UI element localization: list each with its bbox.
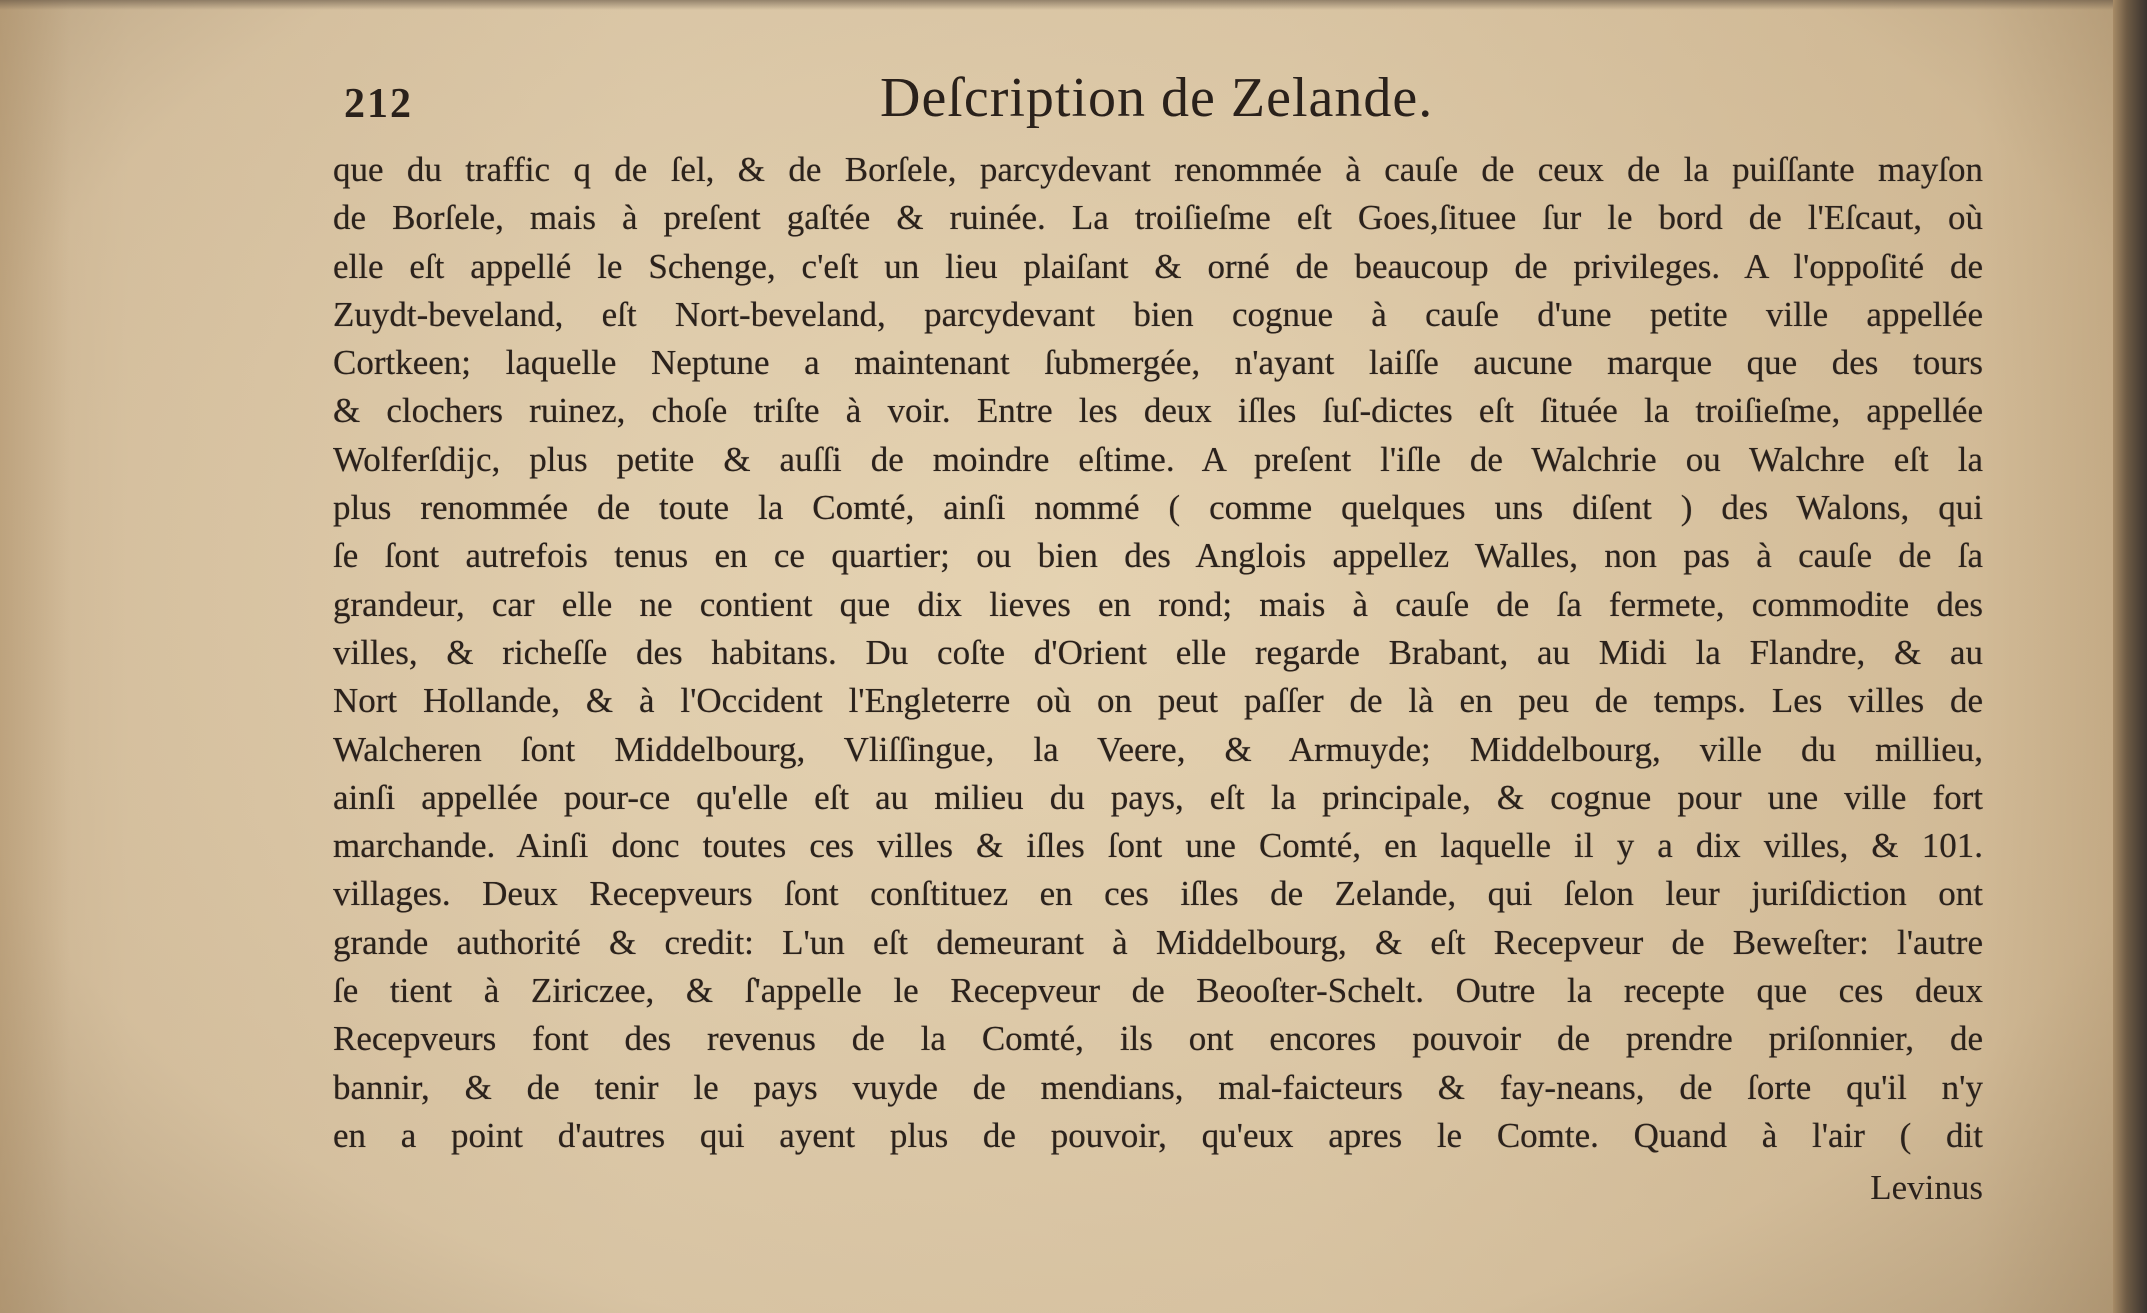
page-edge-top [0, 0, 2147, 10]
page-stain-left [0, 0, 70, 1313]
text-line: ainſi appellée pour-ce qu'elle eſt au milieu du pays, eſt la principale, & cognue pour une ville fort [333, 777, 1983, 817]
text-line: de Borſele, mais à preſent gaſtée & ruinée. La troiſieſme eſt Goes,ſituee ſur le bord de l'Eſcaut, où [333, 198, 1983, 238]
text-line: villages. Deux Recepveurs ſont conſtituez en ces iſles de Zelande, qui ſelon leur juriſdiction ont [333, 874, 1983, 914]
page-number: 212 [344, 81, 413, 127]
text-line: Recepveurs font des revenus de la Comté, ils ont encores pouvoir de prendre priſonnier, de [333, 1019, 1983, 1059]
text-line: Cortkeen; laquelle Neptune a maintenant ſubmergée, n'ayant laiſſe aucune marque que des tours [333, 343, 1983, 383]
text-line: marchande. Ainſi donc toutes ces villes & iſles ſont une Comté, en laquelle il y a dix villes, & 101. [333, 826, 1983, 866]
running-title: Deſcription de Zelande. [880, 67, 1434, 129]
text-line: grandeur, car elle ne contient que dix lieves en rond; mais à cauſe de ſa fermete, commodite des [333, 584, 1983, 624]
text-line: Wolferſdijc, plus petite & auſſi de moindre eſtime. A preſent l'iſle de Walchrie ou Walchre eſt la [333, 439, 1983, 479]
text-line: que du traffic q de ſel, & de Borſele, parcydevant renommée à cauſe de ceux de la puiſſante mayſon [333, 150, 1983, 189]
text-line: grande authorité & credit: L'un eſt demeurant à Middelbourg, & eſt Recepveur de Beweſter: l'autre [333, 922, 1983, 962]
text-line: ſe ſont autrefois tenus en ce quartier; ou bien des Anglois appellez Walles, non pas à cauſe de ſa [333, 536, 1983, 576]
text-line: villes, & richeſſe des habitans. Du coſte d'Orient elle regarde Brabant, au Midi la Flandre, & au [333, 632, 1983, 672]
text-line: Nort Hollande, & à l'Occident l'Engleterre où on peut paſſer de là en peu de temps. Les villes de [333, 681, 1983, 721]
catchword: Levinus [1870, 1168, 1983, 1207]
page-edge-right [2113, 0, 2147, 1313]
text-line: ſe tient à Ziriczee, & ſ'appelle le Recepveur de Beooſter-Schelt. Outre la recepte que ces deux [333, 971, 1983, 1011]
page-header [330, 66, 1990, 146]
text-line: elle eſt appellé le Schenge, c'eſt un lieu plaiſant & orné de beaucoup de privileges. A l'oppoſité de [333, 246, 1983, 286]
text-line: en a point d'autres qui ayent plus de pouvoir, qu'eux apres le Comte. Quand à l'air ( dit [333, 1115, 1983, 1155]
text-line: Walcheren ſont Middelbourg, Vliſſingue, la Veere, & Armuyde; Middelbourg, ville du millieu, [333, 729, 1983, 769]
text-line: plus renommée de toute la Comté, ainſi nommé ( comme quelques uns diſent ) des Walons, qui [333, 488, 1983, 528]
body-text [333, 146, 1983, 1160]
text-line: Zuydt-beveland, eſt Nort-beveland, parcydevant bien cognue à cauſe d'une petite ville appellée [333, 294, 1983, 334]
text-line: bannir, & de tenir le pays vuyde de mendians, mal-faicteurs & fay-neans, de ſorte qu'il n'y [333, 1067, 1983, 1107]
text-line: & clochers ruinez, choſe triſte à voir. Entre les deux iſles ſuſ-dictes eſt ſituée la troiſieſme, appellée [333, 391, 1983, 431]
